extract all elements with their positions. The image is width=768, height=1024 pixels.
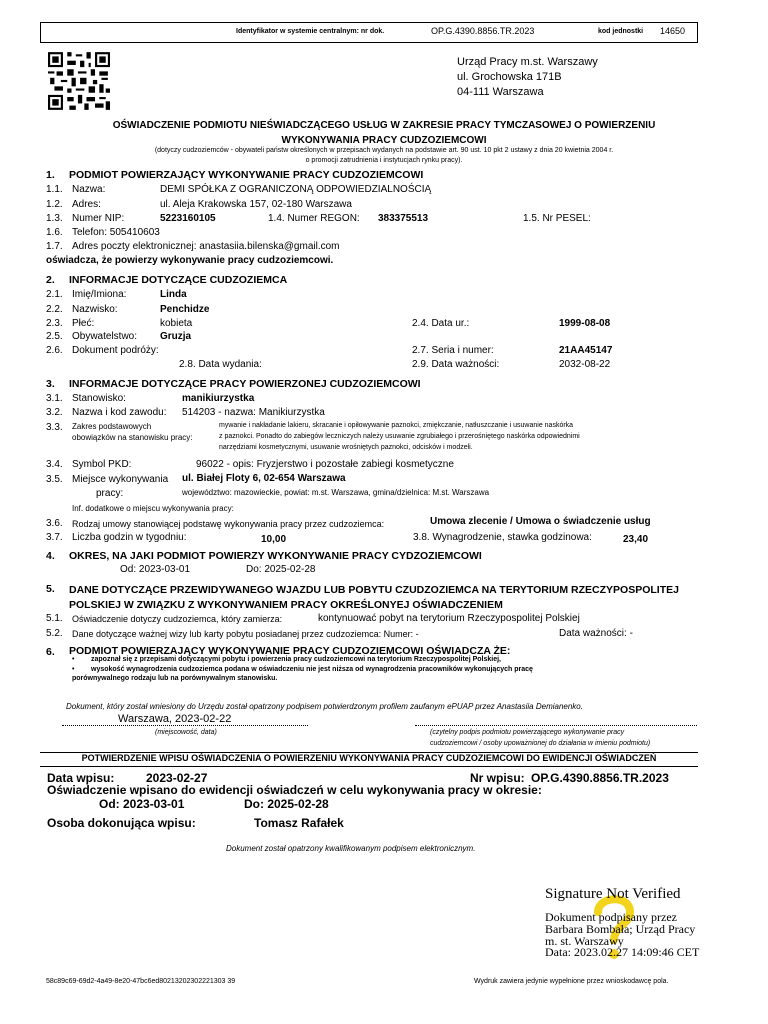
entry-number-label: Nr wpisu: — [470, 771, 525, 785]
period-from: Od: 2023-03-01 — [120, 564, 191, 575]
section-3-number: 3. — [46, 378, 55, 390]
unit-code-label: kod jednostki — [598, 28, 644, 35]
workplace-label-line1: Miejsce wykonywania — [72, 474, 169, 485]
duties-value-line3: narzędziami kosmetycznymi, usuwanie wrośniętych paznokci, odcisków i modzeli. — [219, 444, 473, 451]
confirmation-title: POTWIERDZENIE WPISU OŚWIADCZENIA O POWIERZENIU WYKONYWANIA PRACY CUDZOZIEMCOWI DO EWIDENCJI OŚWIADCZEŃ — [81, 753, 657, 763]
field-number: 1.7. — [46, 241, 63, 252]
expiry-date-label: 2.9. Data ważności: — [412, 359, 500, 370]
position-value: manikiurzystka — [182, 393, 255, 404]
weekly-hours-value: 10,00 — [261, 534, 287, 545]
field-number: 3.3. — [46, 422, 63, 433]
travel-document-label: Dokument podróży: — [72, 345, 159, 356]
citizenship-label: Obywatelstwo: — [72, 331, 138, 342]
contract-type-value: Umowa zlecenie / Umowa o świadczenie usług — [430, 516, 651, 527]
hourly-rate-value: 23,40 — [623, 534, 649, 545]
workplace-address: ul. Białej Floty 6, 02-654 Warszawa — [182, 473, 346, 484]
field-number: 1.3. — [46, 213, 63, 224]
place-date-caption: (miejscowość, data) — [155, 729, 217, 736]
section-2-title: INFORMACJE DOTYCZĄCE CUDZOZIEMCA — [69, 274, 288, 286]
epuap-note: Dokument, który został wniesiony do Urzędu został opatrzony podpisem potwierdzonym profilem zaufanym ePUAP przez Anastasiia Demianenko. — [66, 702, 583, 711]
visa-expiry-value: Data ważności: - — [559, 628, 633, 639]
document-subtitle-line1: (dotyczy cudzoziemców - obywateli państw określonych w przepisach wydanych na podstawie art. 90 ust. 10 pkt 2 ustawy z dnia 20 kwietnia 2004 r. — [154, 147, 614, 154]
section-3-title: INFORMACJE DOTYCZĄCE PRACY POWIERZONEJ CUDZOZIEMCOWI — [69, 378, 421, 390]
duties-value-line1: mywanie i nakładanie lakieru, skracanie i opiłowywanie paznokci, zmiękczanie, natłuszczanie i usuwanie naskórka — [219, 422, 574, 429]
bullet-dot: • — [72, 666, 75, 673]
contract-type-label: Rodzaj umowy stanowiącej podstawę wykonywania pracy przez cudzoziemca: — [72, 519, 385, 529]
entry-period-to: Do: 2025-02-28 — [244, 797, 329, 811]
section-1-title: PODMIOT POWIERZAJĄCY WYKONYWANIE PRACY CUDZOZIEMCOWI — [69, 169, 424, 181]
unit-code-value: 14650 — [660, 26, 686, 36]
regon-label: 1.4. Numer REGON: — [268, 213, 360, 224]
statement-bullet-1: zapoznał się z przepisami dotyczącymi pobytu i powierzenia pracy cudzoziemcowi na terytorium Rzeczypospolitej Polskiej, — [91, 656, 501, 663]
field-number: 2.5. — [46, 331, 63, 342]
section-1-number: 1. — [46, 169, 55, 181]
section-5-number: 5. — [46, 583, 55, 595]
print-note: Wydruk zawiera jedynie wypełnione przez wnioskodawcę pola. — [474, 978, 669, 985]
office-city: 04-111 Warszawa — [457, 86, 544, 98]
nip-label: Numer NIP: — [72, 213, 125, 224]
section-5-title-line1: DANE DOTYCZĄCE PRZEWIDYWANEGO WJAZDU LUB POBYTU CZUDZOZIEMCA NA TERYTORIUM RZECZYPOSPOLITEJ — [69, 584, 679, 596]
employer-declaration: oświadcza, że powierzy wykonywanie pracy cudzoziemcowi. — [46, 255, 334, 266]
field-number: 2.6. — [46, 345, 63, 356]
doc-id-value: OP.G.4390.8856.TR.2023 — [431, 26, 535, 36]
pkd-value: 96022 - opis: Fryzjerstwo i pozostałe zabiegi kosmetyczne — [196, 459, 454, 470]
entry-date-value: 2023-02-27 — [146, 771, 208, 785]
birth-date-value: 1999-08-08 — [559, 318, 611, 329]
document-hash: 58c89c69-69d2-4a49-8e20-47bc6ed80213202302221303 39 — [46, 978, 236, 985]
intent-label: Oświadczenie dotyczy cudzoziemca, który zamierza: — [72, 614, 283, 624]
entry-number-value: OP.G.4390.8856.TR.2023 — [531, 771, 669, 785]
section-4-title: OKRES, NA JAKI PODMIOT POWIERZY WYKONYWANIE PRACY CYDZOZIEMCOWI — [69, 550, 482, 562]
field-number: 3.7. — [46, 532, 63, 543]
field-number: 2.1. — [46, 289, 63, 300]
first-name-label: Imię/Imiona: — [72, 289, 127, 300]
document-subtitle-line2: o promocji zatrudnienia i instytucjach rynku pracy). — [305, 157, 463, 164]
employer-name-value: DEMI SPÓŁKA Z OGRANICZONĄ ODPOWIEDZIALNOŚCIĄ — [160, 184, 432, 195]
phone-label: Telefon: 505410603 — [72, 227, 160, 238]
issue-date-label: 2.8. Data wydania: — [179, 359, 262, 370]
section-2-number: 2. — [46, 274, 55, 286]
signature-date: Data: 2023.02.27 14:09:46 CET — [545, 945, 700, 959]
sex-label: Płeć: — [72, 318, 95, 329]
office-name: Urząd Pracy m.st. Warszawy — [457, 56, 598, 68]
workplace-label-line2: pracy: — [96, 488, 124, 499]
citizenship-value: Gruzja — [160, 331, 192, 342]
place-date: Warszawa, 2023-02-22 — [118, 713, 232, 725]
document-series-label: 2.7. Seria i numer: — [412, 345, 494, 356]
statement-bullet-2a: wysokość wynagrodzenia cudzoziemca podana w oświadczeniu nie jest niższa od wynagrodzenia pracowników wykonujących pracę — [91, 666, 533, 673]
section-6-number: 6. — [46, 646, 55, 658]
section-4-number: 4. — [46, 550, 55, 562]
signature-organisation: m. st. Warszawy — [545, 934, 624, 948]
statement-bullet-2b: porównywalnego rodzaju lub na porównywalnym stanowisku. — [72, 675, 278, 682]
hourly-rate-label: 3.8. Wynagrodzenie, stawka godzinowa: — [413, 532, 592, 543]
birth-date-label: 2.4. Data ur.: — [412, 318, 470, 329]
field-number: 3.2. — [46, 407, 63, 418]
field-number: 2.3. — [46, 318, 63, 329]
field-number: 5.2. — [46, 628, 63, 639]
document-title-line2: WYKONYWANIA PRACY CUDZOZIEMCOWI — [281, 135, 487, 146]
qualified-signature-note: Dokument został opatrzony kwalifikowanym podpisem elektronicznym. — [226, 844, 476, 853]
entry-person-label: Osoba dokonująca wpisu: — [47, 816, 196, 830]
field-number: 3.6. — [46, 518, 63, 529]
occupation-code-label: Nazwa i kod zawodu: — [72, 407, 167, 418]
field-number: 3.1. — [46, 393, 63, 404]
signature-signed-by: Dokument podpisany przez — [545, 910, 677, 924]
duties-value-line2: z paznokci. Ponadto do zabiegów leczniczych należy usuwanie zgrubiałego i przerośniętego naskórka odpowiednimi — [219, 433, 580, 440]
office-street: ul. Grochowska 171B — [457, 71, 562, 83]
expiry-date-value: 2032-08-22 — [559, 359, 611, 370]
position-label: Stanowisko: — [72, 393, 126, 404]
field-number: 1.1. — [46, 184, 63, 195]
entry-date-label: Data wpisu: — [47, 771, 115, 785]
signature-caption-line2: cudzoziemcowi / osoby upoważnionej do działania w imieniu podmiotu) — [430, 740, 651, 747]
duties-label-line2: obowiązków na stanowisku pracy: — [72, 433, 193, 442]
entry-person-value: Tomasz Rafałek — [254, 816, 344, 830]
weekly-hours-label: Liczba godzin w tygodniu: — [72, 532, 187, 543]
section-6-title: PODMIOT POWIERZAJĄCY WYKONYWANIE PRACY CUDZOZIEMCOWI OŚWIADCZA ŻE: — [69, 645, 511, 657]
document-title-line1: OŚWIADCZENIE PODMIOTU NIEŚWIADCZĄCEGO USŁUG W ZAKRESIE PRACY TYMCZASOWEJ O POWIERZENIU — [112, 120, 656, 131]
sex-value: kobieta — [160, 318, 193, 329]
period-to: Do: 2025-02-28 — [246, 564, 316, 575]
entry-period-from: Od: 2023-03-01 — [99, 797, 185, 811]
field-number: 3.4. — [46, 459, 63, 470]
entry-period-text: Oświadczenie wpisano do ewidencji oświadczeń w celu wykonywania pracy w okresie: — [47, 783, 542, 797]
place-date-line — [62, 725, 308, 726]
signature-line — [415, 725, 697, 726]
document-series-value: 21AA45147 — [559, 345, 613, 356]
field-number: 5.1. — [46, 613, 63, 624]
field-number: 1.2. — [46, 199, 63, 210]
intent-value: kontynuować pobyt na terytorium Rzeczypospolitej Polskiej — [318, 613, 580, 624]
field-number: 3.5. — [46, 474, 63, 485]
section-5-title-line2: POLSKIEJ W ZWIĄZKU Z WYKONYWANIEM PRACY OKREŚLONYEJ OŚWIADCZENIEM — [69, 599, 503, 611]
qr-code-icon — [48, 52, 110, 110]
pesel-label: 1.5. Nr PESEL: — [523, 213, 591, 224]
employer-address-value: ul. Aleja Krakowska 157, 02-180 Warszawa — [160, 199, 352, 210]
duties-label-line1: Zakres podstawowych — [72, 422, 152, 431]
email-label: Adres poczty elektronicznej: anastasiia.bilenska@gmail.com — [72, 241, 340, 252]
employer-address-label: Adres: — [72, 199, 101, 210]
occupation-code-value: 514203 - nazwa: Manikiurzystka — [182, 407, 325, 418]
employer-name-label: Nazwa: — [72, 184, 106, 195]
field-number: 2.2. — [46, 304, 63, 315]
last-name-value: Penchidze — [160, 304, 210, 315]
visa-data-label: Dane dotyczące ważnej wizy lub karty pobytu posiadanej przez cudzoziemca: Numer: - — [72, 629, 419, 639]
signature-caption-line1: (czytelny podpis podmiotu powierzającego wykonywanie pracy — [430, 729, 625, 736]
field-number: 1.6. — [46, 227, 63, 238]
workplace-region: województwo: mazowieckie, powiat: m.st. Warszawa, gmina/dzielnica: M.st. Warszawa — [182, 488, 490, 497]
signature-signer: Barbara Bombała; Urząd Pracy — [545, 922, 696, 936]
first-name-value: Linda — [160, 289, 187, 300]
nip-value: 5223160105 — [160, 213, 216, 224]
workplace-extra-info: Inf. dodatkowe o miejscu wykonywania pracy: — [72, 504, 234, 513]
last-name-label: Nazwisko: — [72, 304, 118, 315]
signature-status-title: Signature Not Verified — [545, 886, 681, 902]
pkd-label: Symbol PKD: — [72, 459, 132, 470]
regon-value: 383375513 — [378, 213, 429, 224]
bullet-dot: • — [72, 656, 75, 663]
doc-id-label: Identyfikator w systemie centralnym: nr dok. — [236, 28, 385, 35]
confirmation-divider — [40, 766, 698, 767]
